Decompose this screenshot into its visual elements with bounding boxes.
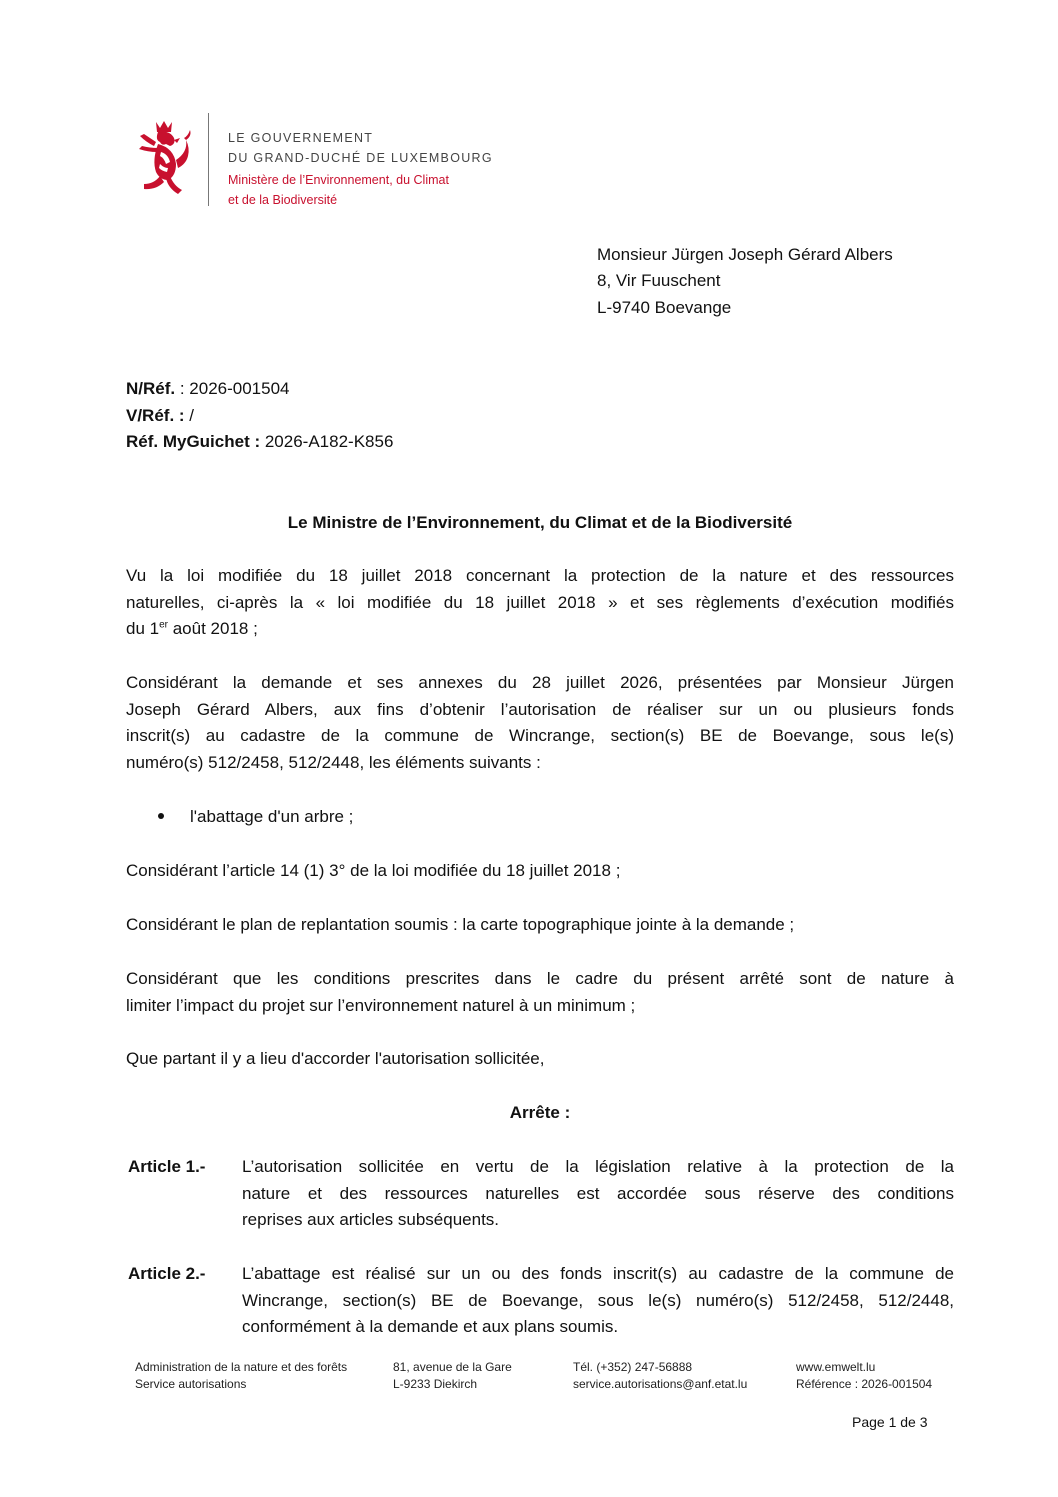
page-number: Page 1 de 3 <box>852 1414 928 1430</box>
footer-administration <box>135 1359 347 1393</box>
your-reference-value: / <box>184 406 195 425</box>
paragraph-line: naturelles, ci-après la « loi modifiée du 18 juillet 2018 » et ses règlements d’exécution modifiés <box>126 592 954 612</box>
article-1-label: Article 1.- <box>128 1157 206 1176</box>
ordinal-superscript: er <box>159 619 168 631</box>
your-reference <box>126 403 194 429</box>
paragraph-line: limiter l’impact du projet sur l’environnement naturel à un minimum ; <box>126 995 636 1015</box>
footer-text: Administration de la nature et des forêts <box>135 1360 348 1374</box>
paragraph-line: Considérant le plan de replantation soumis : la carte topographique jointe à la demande ; <box>126 915 795 934</box>
article-line: reprises aux articles subséquents. <box>242 1210 500 1229</box>
document-title: Le Ministre de l’Environnement, du Climat et de la Biodiversité <box>287 513 793 532</box>
recipient-street: 8, Vir Fuuschent <box>597 271 721 290</box>
paragraph-demande <box>126 670 954 776</box>
bullet-icon <box>158 813 164 819</box>
paragraph-line: Considérant que les conditions prescrites dans le cadre du présent arrêté sont de nature à <box>126 969 954 988</box>
arrete-heading: Arrête : <box>509 1103 571 1122</box>
gov-line-2: DU GRAND-DUCHÉ DE LUXEMBOURG <box>228 151 493 165</box>
footer-text: Référence : 2026-001504 <box>796 1377 933 1391</box>
paragraph-line: inscrit(s) au cadastre de la commune de Wincrange, section(s) BE de Boevange, sous le(s) <box>126 726 954 745</box>
paragraph-line: Vu la loi modifiée du 18 juillet 2018 concernant la protection de la nature et des ressources <box>126 566 954 585</box>
paragraph-line: Considérant la demande et ses annexes du 28 juillet 2026, présentées par Monsieur Jürgen <box>126 673 954 692</box>
paragraph-vu-la-loi <box>126 563 954 643</box>
paragraph-line: numéro(s) 512/2458, 512/2448, les éléments suivants : <box>126 752 541 772</box>
our-reference-label: N/Réf. <box>126 379 176 398</box>
footer-address <box>393 1359 512 1393</box>
paragraph-line: Que partant il y a lieu d'accorder l'autorisation sollicitée, <box>126 1049 545 1068</box>
recipient-city: L-9740 Boevange <box>597 298 732 317</box>
red-lion-icon <box>130 120 192 198</box>
our-reference-value: : 2026-001504 <box>175 379 290 398</box>
footer-url: www.emwelt.lu <box>796 1360 876 1374</box>
myguichet-reference-label: Réf. MyGuichet : <box>126 432 261 451</box>
ministry-line-1: Ministère de l’Environnement, du Climat <box>228 173 449 187</box>
paragraph-line <box>126 616 954 643</box>
footer-text: L-9233 Diekirch <box>393 1377 478 1391</box>
paragraph-line: Joseph Gérard Albers, aux fins d’obtenir l’autorisation de réaliser sur un ou plusieurs fonds <box>126 699 954 719</box>
paragraph-que-partant <box>126 1046 954 1073</box>
footer-text: Tél. (+352) 247-56888 <box>573 1360 693 1374</box>
your-reference-label: V/Réf. : <box>126 406 185 425</box>
ministry-line-2: et de la Biodiversité <box>228 193 338 207</box>
article-1-text <box>242 1154 954 1234</box>
date-rest: août 2018 ; <box>168 619 258 638</box>
article-2-label: Article 2.- <box>128 1264 206 1283</box>
article-line: conformément à la demande et aux plans soumis. <box>242 1317 619 1336</box>
article-2-text <box>242 1261 954 1341</box>
footer-contact <box>573 1359 747 1393</box>
article-line: Wincrange, section(s) BE de Boevange, sous le(s) numéro(s) 512/2458, 512/2448, <box>242 1290 954 1310</box>
paragraph-line: Considérant l’article 14 (1) 3° de la loi modifiée du 18 juillet 2018 ; <box>126 861 621 880</box>
header-divider <box>208 113 209 206</box>
paragraph-plan-replantation <box>126 912 954 939</box>
our-reference <box>126 376 290 402</box>
recipient-name: Monsieur Jürgen Joseph Gérard Albers <box>597 245 893 264</box>
footer-text: Service autorisations <box>135 1377 247 1391</box>
article-line: nature et des ressources naturelles est accordée sous réserve des conditions <box>242 1183 954 1203</box>
paragraph-article-14 <box>126 858 954 885</box>
footer-email: service.autorisations@anf.etat.lu <box>573 1377 748 1391</box>
footer-website <box>796 1359 932 1393</box>
paragraph-conditions <box>126 966 954 1019</box>
date-day: du 1 <box>126 619 160 638</box>
myguichet-reference-value: 2026-A182-K856 <box>260 432 394 451</box>
article-line: L’autorisation sollicitée en vertu de la législation relative à la protection de la <box>242 1157 954 1176</box>
gov-line-1: LE GOUVERNEMENT <box>228 131 374 145</box>
footer-text: 81, avenue de la Gare <box>393 1360 512 1374</box>
bullet-item: l'abattage d'un arbre ; <box>190 807 354 826</box>
article-line: L’abattage est réalisé sur un ou des fonds inscrit(s) au cadastre de la commune de <box>242 1264 954 1283</box>
myguichet-reference <box>126 429 393 455</box>
